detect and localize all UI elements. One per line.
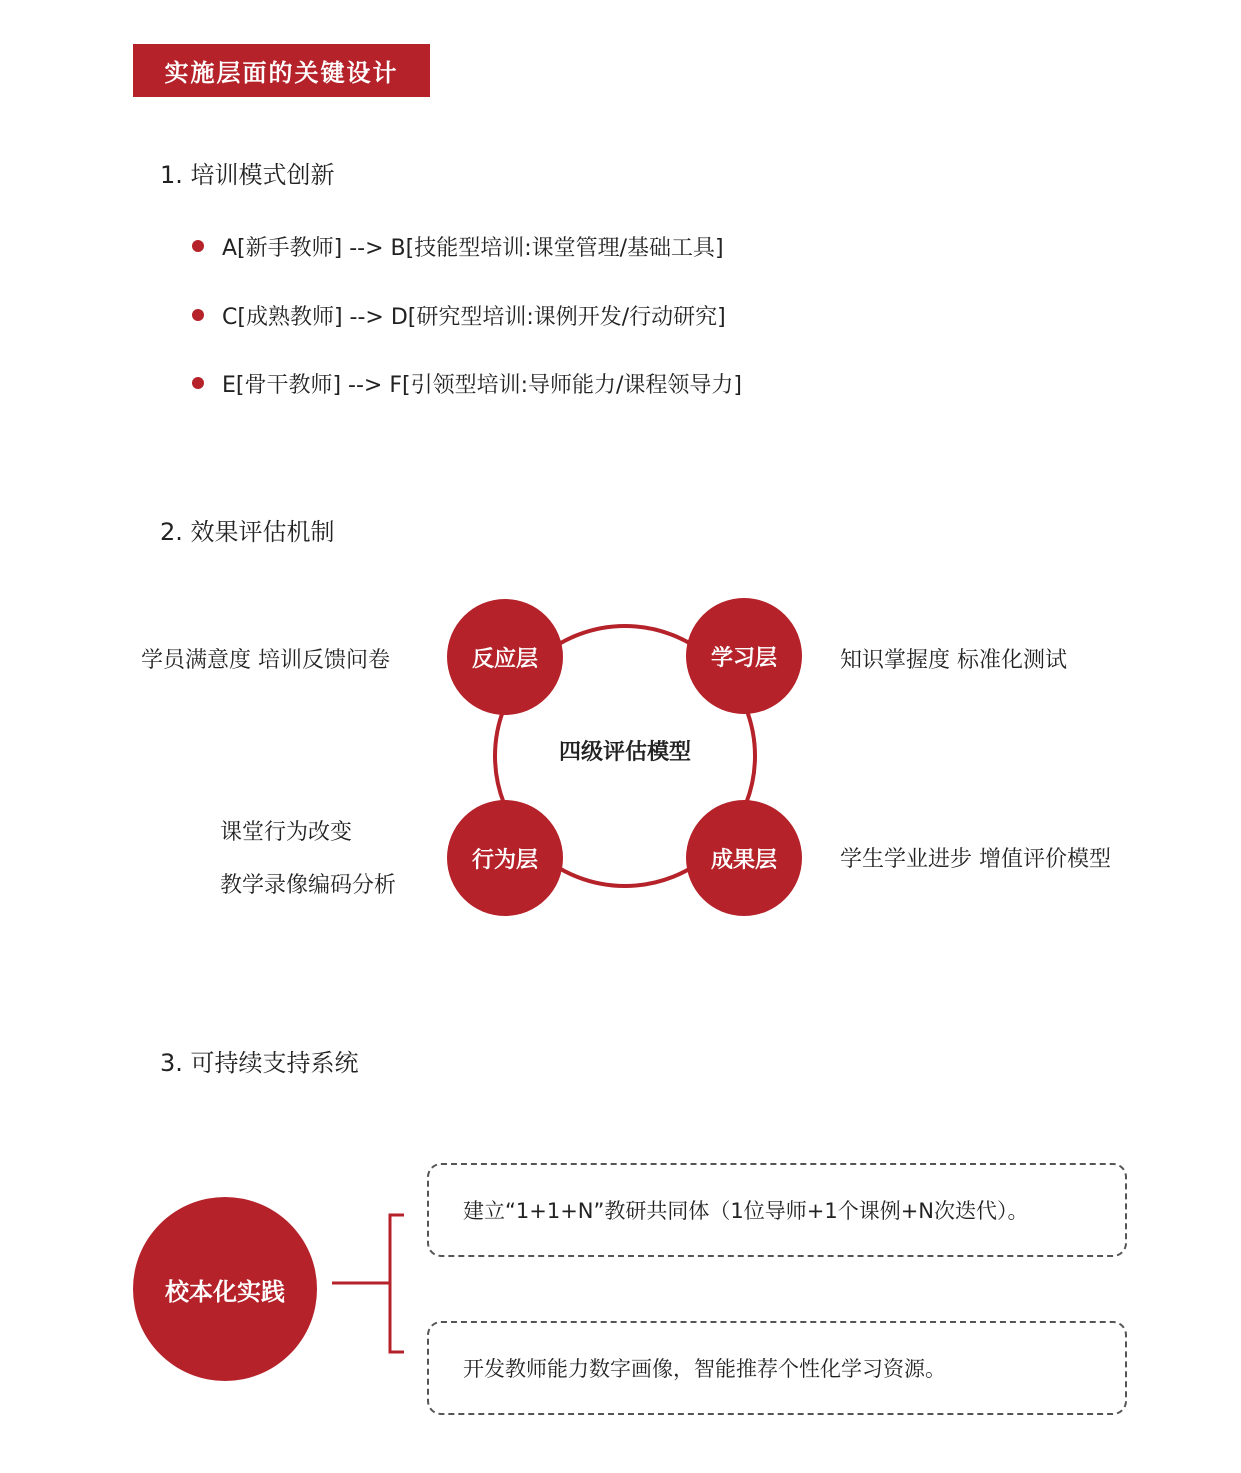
- list-item-text: C[成熟教师] --> D[研究型培训:课例开发/行动研究]: [222, 304, 726, 330]
- node-reaction-level: 反应层: [447, 599, 563, 715]
- support-item-text: 开发教师能力数字画像，智能推荐个性化学习资源。: [463, 1357, 946, 1381]
- note-behavior-line2: 教学录像编码分析: [220, 873, 397, 898]
- list-item-text: A[新手教师] --> B[技能型培训:课堂管理/基础工具]: [222, 235, 724, 261]
- support-item-box: [427, 1163, 1127, 1257]
- node-learning-level: 学习层: [686, 598, 802, 714]
- node-result-level: 成果层: [686, 800, 802, 916]
- section-banner: 实施层面的关键设计: [133, 44, 430, 97]
- heading-evaluation-mechanism: 2. 效果评估机制: [160, 518, 335, 546]
- note-behavior-line1: 课堂行为改变: [220, 820, 353, 845]
- list-item-text: E[骨干教师] --> F[引领型培训:导师能力/课程领导力]: [222, 372, 743, 398]
- note-reaction: 学员满意度 培训反馈问卷: [141, 648, 390, 673]
- model-title: 四级评估模型: [558, 740, 691, 765]
- note-result: 学生学业进步 增值评价模型: [840, 847, 1111, 872]
- school-practice-circle: 校本化实践: [133, 1197, 317, 1381]
- heading-training-innovation: 1. 培训模式创新: [160, 161, 335, 189]
- heading-support-system: 3. 可持续支持系统: [160, 1049, 359, 1077]
- support-item-text: 建立“1+1+N”教研共同体（1位导师+1个课例+N次迭代）。: [463, 1199, 1029, 1223]
- note-learning: 知识掌握度 标准化测试: [840, 648, 1067, 673]
- node-behavior-level: 行为层: [447, 800, 563, 916]
- support-item-box: [427, 1321, 1127, 1415]
